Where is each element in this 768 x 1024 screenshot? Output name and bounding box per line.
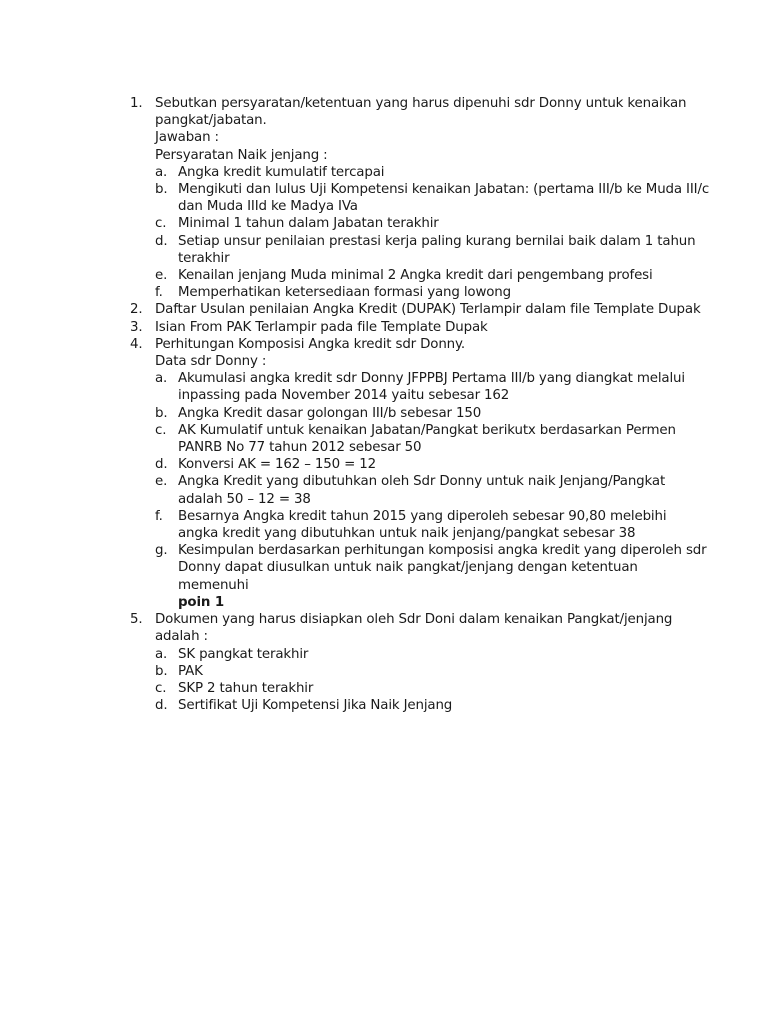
sub-item: [155, 680, 710, 697]
item-number: 4.: [130, 336, 143, 352]
item-number: 3.: [130, 319, 143, 335]
sub-letter: e.: [155, 474, 168, 490]
list-item-2: [130, 301, 710, 318]
sub-item: [155, 284, 710, 301]
item-intro: Data sdr Donny :: [155, 354, 267, 370]
sub-letter: e.: [155, 268, 168, 284]
sub-item: [155, 663, 710, 680]
sub-letter: d.: [155, 233, 168, 249]
item-text: Perhitungan Komposisi Angka kredit sdr Donny.: [155, 336, 465, 352]
sub-text: SKP 2 tahun terakhir: [178, 680, 314, 696]
sub-item: [155, 215, 710, 232]
sub-text: Besarnya Angka kredit tahun 2015 yang diperoleh sebesar 90,80 melebihi angka kredit yang dibutuhkan untuk naik jenjang/pangkat sebesar 38: [178, 508, 667, 542]
sub-item: [155, 233, 710, 267]
item-number: 2.: [130, 302, 143, 318]
item-text: Isian From PAK Terlampir pada file Template Dupak: [155, 319, 488, 335]
sub-letter: f.: [155, 508, 163, 524]
list-item-4: [130, 336, 710, 370]
sub-text: Mengikuti dan lulus Uji Kompetensi kenaikan Jabatan: (pertama III/b ke Muda III/c dan Muda IIId ke Madya IVa: [178, 182, 710, 215]
item-number: 1.: [130, 96, 143, 111]
sub-item: [155, 370, 710, 404]
list-item-5: [130, 611, 710, 645]
sub-letter: g.: [155, 543, 168, 559]
list-item-3: [130, 319, 710, 336]
sub-item: [155, 405, 710, 422]
sublist-5: [130, 646, 710, 715]
sub-letter: d.: [155, 698, 168, 714]
sub-text: PAK: [178, 663, 203, 679]
sub-text: Sertifikat Uji Kompetensi Jika Naik Jenjang: [178, 698, 453, 714]
list-item-1: [130, 95, 710, 164]
sub-letter: c.: [155, 680, 167, 696]
sub-text: Konversi AK = 162 – 150 = 12: [178, 457, 376, 473]
sub-text-bold: poin 1: [178, 594, 224, 610]
sub-item: [155, 542, 710, 611]
item-text: Dokumen yang harus disiapkan oleh Sdr Doni dalam kenaikan Pangkat/jenjang adalah :: [155, 612, 673, 645]
sub-letter: c.: [155, 216, 167, 232]
sub-letter: b.: [155, 405, 168, 421]
sub-text: Akumulasi angka kredit sdr Donny JFPPBJ Pertama III/b yang diangkat melalui inpassing pada November 2014 yaitu sebesar 162: [178, 371, 685, 404]
sub-text: AK Kumulatif untuk kenaikan Jabatan/Pangkat berikutx berdasarkan Permen PANRB No 77 tahun 2012 sebesar 50: [178, 422, 676, 456]
sub-letter: c.: [155, 422, 167, 438]
sub-text: Angka kredit kumulatif tercapai: [178, 164, 385, 180]
item-text: Sebutkan persyaratan/ketentuan yang harus dipenuhi sdr Donny untuk kenaikan pangkat/jabatan.: [155, 96, 687, 129]
sublist-1: [130, 164, 710, 302]
sub-text: Setiap unsur penilaian prestasi kerja paling kurang bernilai baik dalam 1 tahun terakhir: [178, 233, 696, 266]
sub-item: [155, 422, 710, 456]
sub-text: Kenailan jenjang Muda minimal 2 Angka kredit dari pengembang profesi: [178, 268, 653, 284]
sub-letter: f.: [155, 285, 163, 301]
sub-item: [155, 181, 710, 215]
sub-letter: d.: [155, 457, 168, 473]
sub-item: [155, 646, 710, 663]
sub-text: Minimal 1 tahun dalam Jabatan terakhir: [178, 216, 439, 232]
item-number: 5.: [130, 612, 143, 628]
sublist-4: [130, 370, 710, 611]
document-body: [130, 95, 710, 714]
sub-text: Angka Kredit dasar golongan III/b sebesar 150: [178, 405, 482, 421]
sub-item: [155, 508, 710, 542]
sub-item: [155, 164, 710, 181]
sub-text: Memperhatikan ketersediaan formasi yang lowong: [178, 285, 511, 301]
sub-text: Angka Kredit yang dibutuhkan oleh Sdr Donny untuk naik Jenjang/Pangkat adalah 50 – 12 = 38: [178, 474, 666, 507]
sub-item: [155, 473, 710, 507]
item-text: Daftar Usulan penilaian Angka Kredit (DUPAK) Terlampir dalam file Template Dupak: [155, 302, 701, 318]
sub-letter: b.: [155, 663, 168, 679]
sub-text: Kesimpulan berdasarkan perhitungan komposisi angka kredit yang diperoleh sdr Donny dapat diusulkan untuk naik pangkat/jenjang dengan ketentuan memenuhi: [178, 543, 707, 593]
sub-item: [155, 697, 710, 714]
sub-text: SK pangkat terakhir: [178, 646, 309, 662]
sub-letter: b.: [155, 182, 168, 198]
sub-item: [155, 456, 710, 473]
sub-item: [155, 267, 710, 284]
sub-letter: a.: [155, 164, 168, 180]
item-intro: Persyaratan Naik jenjang :: [155, 147, 328, 163]
sub-letter: a.: [155, 646, 168, 662]
sub-letter: a.: [155, 371, 168, 387]
answer-label: Jawaban :: [155, 130, 219, 146]
